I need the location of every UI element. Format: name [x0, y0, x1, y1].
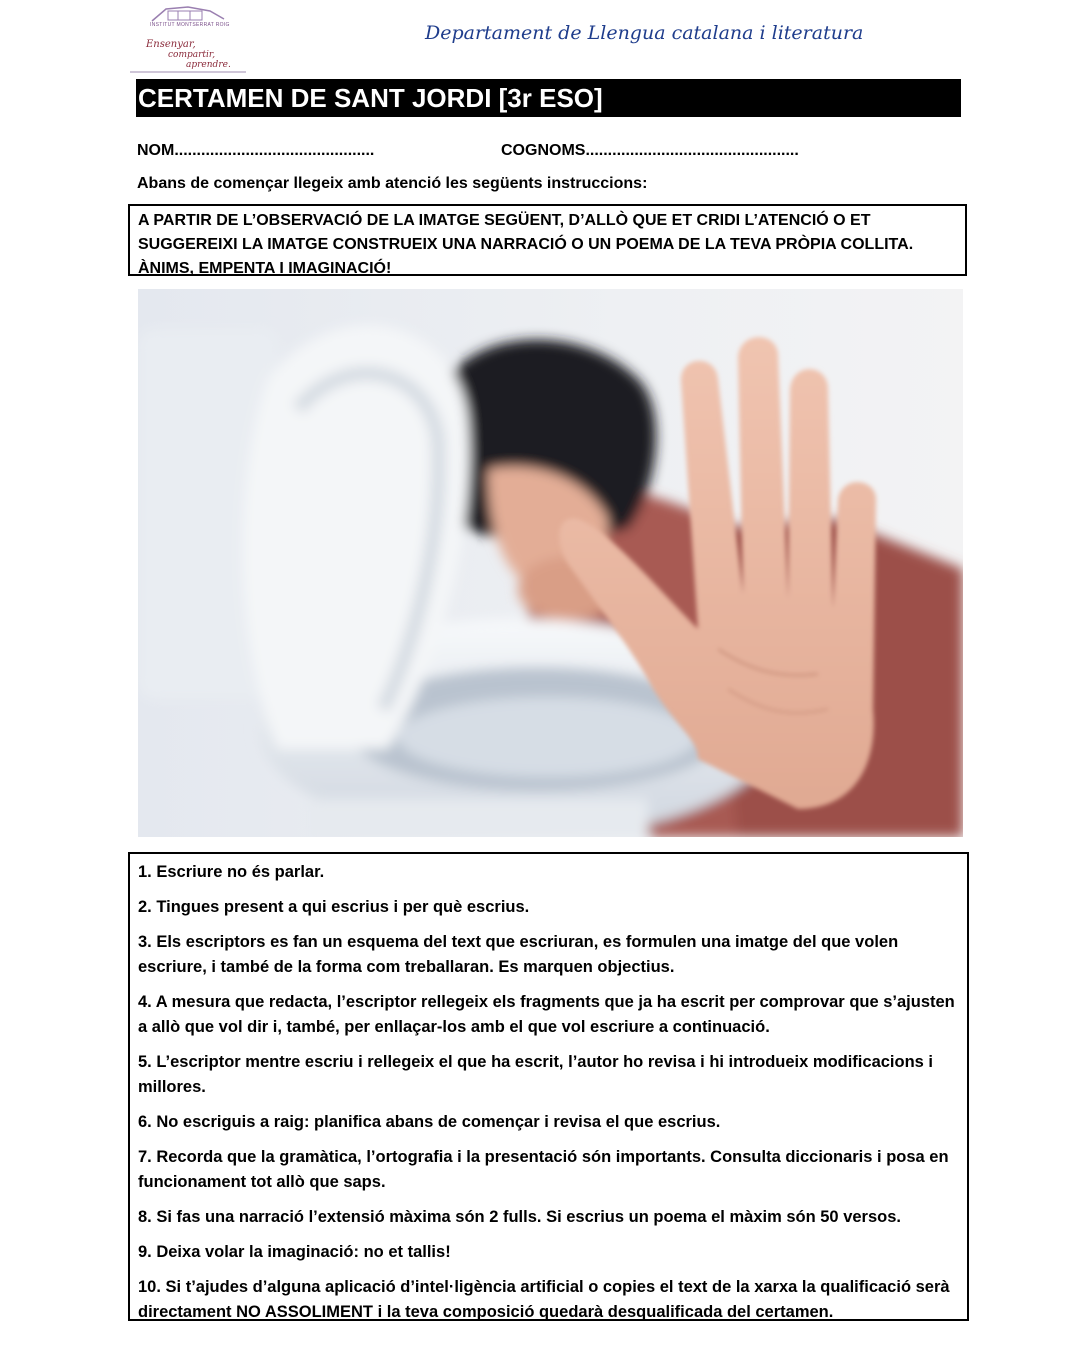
rules-list: [138, 860, 956, 1335]
rule-item: 1. Escriure no és parlar.: [138, 863, 325, 881]
school-logo: [130, 3, 246, 73]
rule-item: 5. L’escriptor mentre escriu i rellegeix el que ha escrit, l’autor ho revisa i hi introdueix modificacions i millores.: [138, 1053, 934, 1096]
surname-field[interactable]: COGNOMS................................................: [501, 142, 799, 159]
rules-box: [128, 852, 969, 1321]
rule-item: 3. Els escriptors es fan un esquema del text que escriuran, es formulen una imatge del que volen escriure, i també de la forma com treballaran. Es marquen objectius.: [138, 933, 899, 976]
title-bar: [136, 79, 961, 117]
photo-illustration: [138, 289, 963, 837]
rule-item: 8. Si fas una narració l’extensió màxima són 2 fulls. Si escrius un poema el màxim són 50 versos.: [138, 1208, 901, 1226]
page-title: CERTAMEN DE SANT JORDI [3r ESO]: [138, 83, 603, 113]
prompt-text: A PARTIR DE L’OBSERVACIÓ DE LA IMATGE SEGÜENT, D’ALLÒ QUE ET CRIDI L’ATENCIÓ O ET SUGGEREIXI LA IMATGE CONSTRUEIX UNA NARRACIÓ O UN POEMA DE LA TEVA PRÒPIA COLLITA. ÀNIMS, EMPENTA I IMAGINACIÓ!: [138, 212, 914, 277]
rule-item: 4. A mesura que redacta, l’escriptor rellegeix els fragments que ja ha escrit per comprovar que s’ajusten a allò que vol dir i, també, per enllaçar-los amb el que vol escriure a continuació.: [138, 993, 955, 1036]
name-field[interactable]: NOM.............................................: [137, 142, 375, 159]
prompt-photo: [138, 289, 963, 837]
logo-motto-line2: compartir,: [168, 50, 216, 60]
rule-item: 10. Si t’ajudes d’alguna aplicació d’intel·ligència artificial o copies el text de la xarxa la qualificació serà directament NO ASSOLIMENT i la teva composició quedarà desqualificada del certamen.: [138, 1278, 950, 1321]
rule-item: 9. Deixa volar la imaginació: no et tallis!: [138, 1243, 451, 1261]
instructions-intro: Abans de començar llegeix amb atenció les següents instruccions:: [137, 175, 648, 192]
rule-item: 7. Recorda que la gramàtica, l’ortografia i la presentació són importants. Consulta diccionaris i posa en funcionament tot allò que saps.: [138, 1148, 949, 1191]
department-heading: Departament de Llengua catalana i literatura: [425, 22, 864, 44]
logo-motto-line1: Ensenyar,: [146, 39, 196, 50]
logo-motto-line3: aprendre.: [186, 60, 231, 70]
rule-item: 6. No escriguis a raig: planifica abans de començar i revisa el que escrius.: [138, 1113, 721, 1131]
rule-item: 2. Tingues present a qui escrius i per què escrius.: [138, 898, 530, 916]
logo-school-name: INSTITUT MONTSERRAT ROIG: [150, 22, 230, 28]
prompt-box: [128, 204, 967, 276]
logo-building-icon: [148, 5, 228, 23]
